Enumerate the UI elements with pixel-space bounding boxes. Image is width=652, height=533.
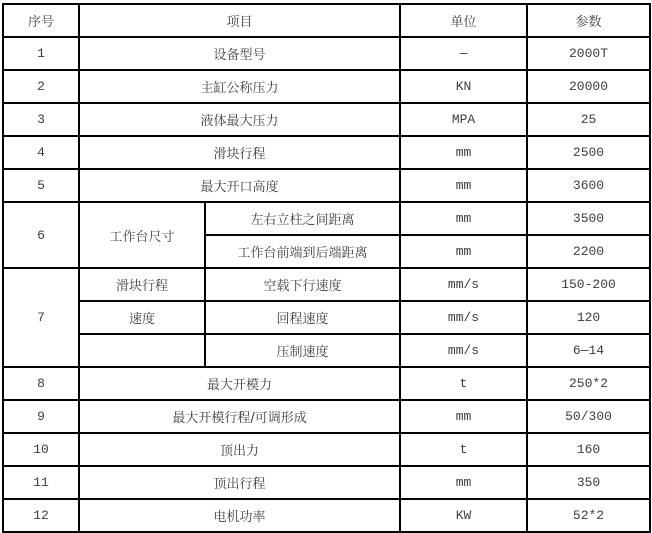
param-cell: 6—14 [527, 334, 650, 367]
header-row [3, 4, 650, 37]
row-number-cell: 4 [3, 136, 79, 169]
param-cell: 2000T [527, 37, 650, 70]
unit-cell: — [400, 37, 527, 70]
spec-table [2, 3, 651, 533]
table-row [3, 37, 650, 70]
table-row [3, 400, 650, 433]
unit-cell: mm [400, 400, 527, 433]
row-number-cell: 1 [3, 37, 79, 70]
item-cell: 最大开模力 [79, 367, 400, 400]
header-no: 序号 [3, 4, 79, 37]
param-cell: 20000 [527, 70, 650, 103]
table-row-group7 [3, 334, 650, 367]
unit-cell: mm/s [400, 268, 527, 301]
unit-cell: mm [400, 202, 527, 235]
sub-item-cell: 压制速度 [205, 334, 400, 367]
param-cell: 350 [527, 466, 650, 499]
row-number-cell: 11 [3, 466, 79, 499]
unit-cell: MPA [400, 103, 527, 136]
row-number-cell: 9 [3, 400, 79, 433]
table-row [3, 466, 650, 499]
unit-cell: mm/s [400, 334, 527, 367]
item-cell: 主缸公称压力 [79, 70, 400, 103]
unit-cell: mm [400, 136, 527, 169]
row-number-cell: 6 [3, 202, 79, 268]
item-cell: 滑块行程 [79, 136, 400, 169]
group-label-cell [79, 334, 205, 367]
sub-item-cell: 左右立柱之间距离 [205, 202, 400, 235]
table-row-group6 [3, 202, 650, 235]
param-cell: 2200 [527, 235, 650, 268]
item-cell: 电机功率 [79, 499, 400, 532]
item-cell: 最大开模行程/可调形成 [79, 400, 400, 433]
table-row-group7 [3, 268, 650, 301]
param-cell: 25 [527, 103, 650, 136]
group-label-cell: 工作台尺寸 [79, 202, 205, 268]
row-number-cell: 12 [3, 499, 79, 532]
row-number-cell: 10 [3, 433, 79, 466]
param-cell: 52*2 [527, 499, 650, 532]
row-number-cell: 3 [3, 103, 79, 136]
sub-item-cell: 回程速度 [205, 301, 400, 334]
unit-cell: KN [400, 70, 527, 103]
item-cell: 顶出力 [79, 433, 400, 466]
item-cell: 设备型号 [79, 37, 400, 70]
unit-cell: mm/s [400, 301, 527, 334]
unit-cell: t [400, 367, 527, 400]
table-row [3, 70, 650, 103]
table-row [3, 169, 650, 202]
group-label-cell: 速度 [79, 301, 205, 334]
row-number-cell: 7 [3, 268, 79, 367]
item-cell: 最大开口高度 [79, 169, 400, 202]
row-number-cell: 5 [3, 169, 79, 202]
table-row [3, 103, 650, 136]
header-param: 参数 [527, 4, 650, 37]
table-row [3, 433, 650, 466]
param-cell: 250*2 [527, 367, 650, 400]
param-cell: 50/300 [527, 400, 650, 433]
item-cell: 顶出行程 [79, 466, 400, 499]
unit-cell: t [400, 433, 527, 466]
unit-cell: mm [400, 466, 527, 499]
unit-cell: mm [400, 235, 527, 268]
item-cell: 液体最大压力 [79, 103, 400, 136]
table-row [3, 367, 650, 400]
param-cell: 3600 [527, 169, 650, 202]
param-cell: 2500 [527, 136, 650, 169]
table-row [3, 499, 650, 532]
group-label-cell: 滑块行程 [79, 268, 205, 301]
param-cell: 150-200 [527, 268, 650, 301]
table-row-group7 [3, 301, 650, 334]
header-unit: 单位 [400, 4, 527, 37]
unit-cell: KW [400, 499, 527, 532]
row-number-cell: 2 [3, 70, 79, 103]
sub-item-cell: 工作台前端到后端距离 [205, 235, 400, 268]
row-number-cell: 8 [3, 367, 79, 400]
param-cell: 160 [527, 433, 650, 466]
header-item: 项目 [79, 4, 400, 37]
param-cell: 3500 [527, 202, 650, 235]
unit-cell: mm [400, 169, 527, 202]
sub-item-cell: 空载下行速度 [205, 268, 400, 301]
param-cell: 120 [527, 301, 650, 334]
table-row [3, 136, 650, 169]
